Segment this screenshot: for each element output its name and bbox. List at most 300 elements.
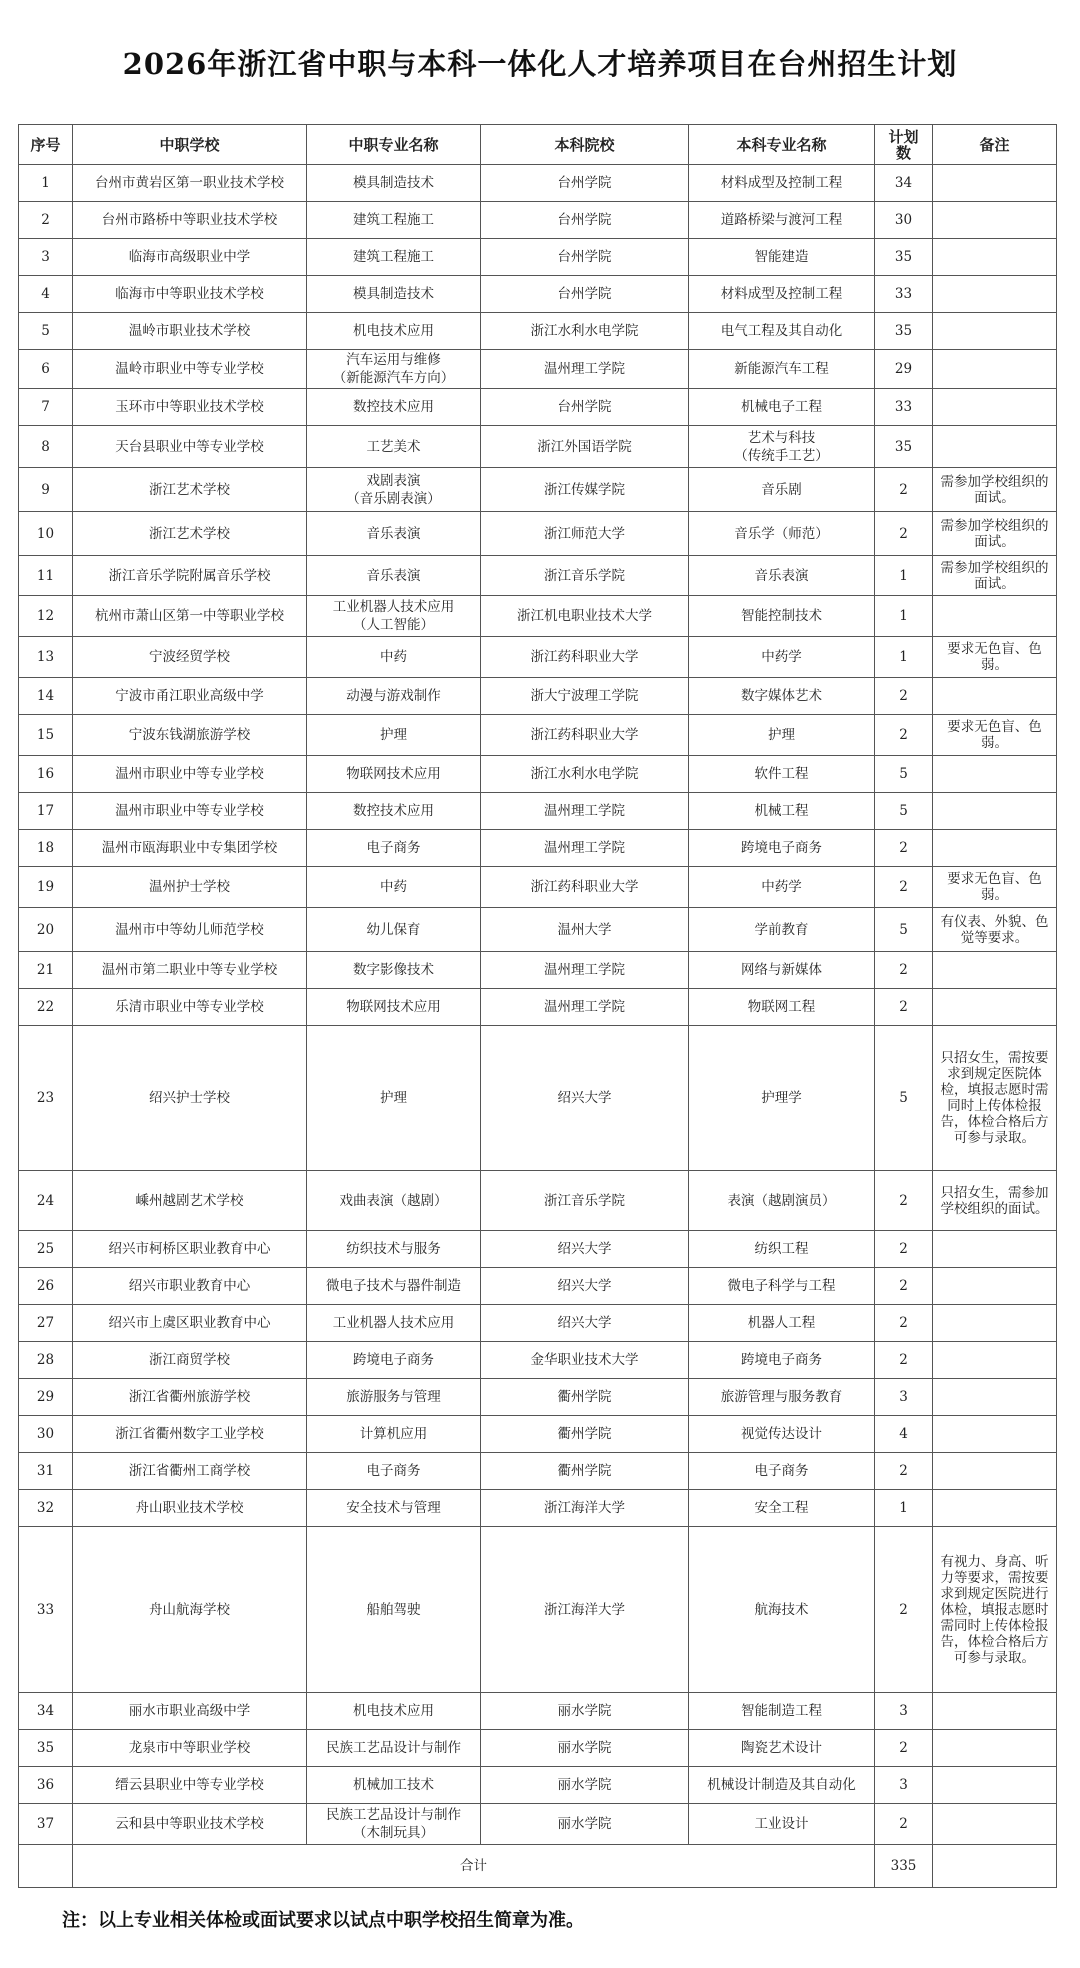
vocational-major-cell: 计算机应用 bbox=[307, 1416, 481, 1453]
remark-cell bbox=[933, 239, 1057, 276]
plan-count-cell: 2 bbox=[875, 1305, 933, 1342]
row-number-cell: 17 bbox=[19, 793, 73, 830]
plan-count-cell: 5 bbox=[875, 908, 933, 952]
plan-count-cell: 3 bbox=[875, 1693, 933, 1730]
remark-cell bbox=[933, 1342, 1057, 1379]
table-row bbox=[19, 350, 1057, 389]
remark-cell bbox=[933, 989, 1057, 1026]
plan-count-cell: 2 bbox=[875, 468, 933, 512]
table-row bbox=[19, 239, 1057, 276]
university-cell: 浙大宁波理工学院 bbox=[481, 678, 689, 715]
vocational-major-cell: 安全技术与管理 bbox=[307, 1490, 481, 1527]
university-major-cell: 纺织工程 bbox=[689, 1231, 875, 1268]
header-no: 序号 bbox=[19, 125, 73, 165]
table-row bbox=[19, 867, 1057, 908]
row-number-cell: 6 bbox=[19, 350, 73, 389]
plan-count-cell: 1 bbox=[875, 637, 933, 678]
plan-count-cell: 34 bbox=[875, 165, 933, 202]
table-row bbox=[19, 908, 1057, 952]
vocational-school-cell: 温州市职业中等专业学校 bbox=[73, 756, 307, 793]
remark-cell bbox=[933, 1453, 1057, 1490]
total-remark-cell bbox=[933, 1845, 1057, 1888]
remark-cell: 有视力、身高、听力等要求，需按要求到规定医院进行体检，填报志愿时需同时上传体检报告，体检合格后方可参与录取。 bbox=[933, 1527, 1057, 1693]
table-row bbox=[19, 276, 1057, 313]
table-row bbox=[19, 426, 1057, 468]
vocational-major-cell: 物联网技术应用 bbox=[307, 756, 481, 793]
plan-count-cell: 30 bbox=[875, 202, 933, 239]
university-cell: 台州学院 bbox=[481, 276, 689, 313]
university-cell: 温州理工学院 bbox=[481, 952, 689, 989]
university-major-cell: 中药学 bbox=[689, 637, 875, 678]
university-major-cell: 数字媒体艺术 bbox=[689, 678, 875, 715]
vocational-school-cell: 龙泉市中等职业学校 bbox=[73, 1730, 307, 1767]
vocational-major-cell: 建筑工程施工 bbox=[307, 202, 481, 239]
table-row bbox=[19, 389, 1057, 426]
plan-count-cell: 35 bbox=[875, 313, 933, 350]
vocational-major-cell: 戏曲表演（越剧） bbox=[307, 1171, 481, 1231]
university-cell: 温州理工学院 bbox=[481, 989, 689, 1026]
header-count: 计划 数 bbox=[875, 125, 933, 165]
remark-cell bbox=[933, 756, 1057, 793]
row-number-cell: 29 bbox=[19, 1379, 73, 1416]
plan-count-cell: 2 bbox=[875, 678, 933, 715]
vocational-major-cell: 纺织技术与服务 bbox=[307, 1231, 481, 1268]
header-remark: 备注 bbox=[933, 125, 1057, 165]
vocational-school-cell: 杭州市萧山区第一中等职业学校 bbox=[73, 596, 307, 637]
vocational-major-cell: 工艺美术 bbox=[307, 426, 481, 468]
plan-count-cell: 2 bbox=[875, 1804, 933, 1845]
vocational-school-cell: 丽水市职业高级中学 bbox=[73, 1693, 307, 1730]
vocational-major-cell: 民族工艺品设计与制作 bbox=[307, 1730, 481, 1767]
university-cell: 温州大学 bbox=[481, 908, 689, 952]
university-cell: 浙江传媒学院 bbox=[481, 468, 689, 512]
vocational-school-cell: 绍兴市职业教育中心 bbox=[73, 1268, 307, 1305]
table-row bbox=[19, 1342, 1057, 1379]
vocational-school-cell: 临海市中等职业技术学校 bbox=[73, 276, 307, 313]
vocational-major-cell: 护理 bbox=[307, 1026, 481, 1171]
university-cell: 浙江外国语学院 bbox=[481, 426, 689, 468]
total-label: 合计 bbox=[73, 1845, 875, 1888]
plan-count-cell: 2 bbox=[875, 1342, 933, 1379]
remark-cell bbox=[933, 1804, 1057, 1845]
row-number-cell: 5 bbox=[19, 313, 73, 350]
table-row bbox=[19, 952, 1057, 989]
university-major-cell: 软件工程 bbox=[689, 756, 875, 793]
table-row bbox=[19, 1416, 1057, 1453]
university-major-cell: 安全工程 bbox=[689, 1490, 875, 1527]
table-row bbox=[19, 793, 1057, 830]
remark-cell bbox=[933, 1379, 1057, 1416]
vocational-major-cell: 跨境电子商务 bbox=[307, 1342, 481, 1379]
university-cell: 浙江药科职业大学 bbox=[481, 715, 689, 756]
row-number-cell: 33 bbox=[19, 1527, 73, 1693]
university-cell: 浙江水利水电学院 bbox=[481, 313, 689, 350]
vocational-major-cell: 电子商务 bbox=[307, 830, 481, 867]
vocational-school-cell: 温州市瓯海职业中专集团学校 bbox=[73, 830, 307, 867]
row-number-cell: 36 bbox=[19, 1767, 73, 1804]
row-number-cell: 12 bbox=[19, 596, 73, 637]
university-cell: 温州理工学院 bbox=[481, 830, 689, 867]
vocational-major-cell: 机电技术应用 bbox=[307, 313, 481, 350]
row-number-cell: 13 bbox=[19, 637, 73, 678]
vocational-school-cell: 浙江省衢州数字工业学校 bbox=[73, 1416, 307, 1453]
row-number-cell: 15 bbox=[19, 715, 73, 756]
vocational-school-cell: 云和县中等职业技术学校 bbox=[73, 1804, 307, 1845]
remark-cell bbox=[933, 426, 1057, 468]
remark-cell: 要求无色盲、色弱。 bbox=[933, 715, 1057, 756]
vocational-major-cell: 建筑工程施工 bbox=[307, 239, 481, 276]
university-major-cell: 智能制造工程 bbox=[689, 1693, 875, 1730]
remark-cell bbox=[933, 202, 1057, 239]
vocational-major-cell: 微电子技术与器件制造 bbox=[307, 1268, 481, 1305]
university-major-cell: 工业设计 bbox=[689, 1804, 875, 1845]
table-row bbox=[19, 1527, 1057, 1693]
university-cell: 绍兴大学 bbox=[481, 1305, 689, 1342]
plan-count-cell: 29 bbox=[875, 350, 933, 389]
row-number-cell: 3 bbox=[19, 239, 73, 276]
row-number-cell: 37 bbox=[19, 1804, 73, 1845]
vocational-major-cell: 动漫与游戏制作 bbox=[307, 678, 481, 715]
plan-count-cell: 5 bbox=[875, 793, 933, 830]
plan-count-cell: 1 bbox=[875, 596, 933, 637]
row-number-cell: 19 bbox=[19, 867, 73, 908]
university-cell: 浙江水利水电学院 bbox=[481, 756, 689, 793]
university-cell: 金华职业技术大学 bbox=[481, 1342, 689, 1379]
remark-cell bbox=[933, 1767, 1057, 1804]
university-cell: 温州理工学院 bbox=[481, 793, 689, 830]
university-major-cell: 电气工程及其自动化 bbox=[689, 313, 875, 350]
vocational-school-cell: 舟山航海学校 bbox=[73, 1527, 307, 1693]
row-number-cell: 20 bbox=[19, 908, 73, 952]
university-cell: 浙江师范大学 bbox=[481, 512, 689, 556]
university-major-cell: 材料成型及控制工程 bbox=[689, 276, 875, 313]
vocational-school-cell: 温州市第二职业中等专业学校 bbox=[73, 952, 307, 989]
plan-count-cell: 2 bbox=[875, 989, 933, 1026]
plan-count-cell: 2 bbox=[875, 1730, 933, 1767]
university-cell: 浙江机电职业技术大学 bbox=[481, 596, 689, 637]
remark-cell bbox=[933, 350, 1057, 389]
plan-count-cell: 2 bbox=[875, 1171, 933, 1231]
remark-cell bbox=[933, 596, 1057, 637]
remark-cell bbox=[933, 389, 1057, 426]
vocational-school-cell: 乐清市职业中等专业学校 bbox=[73, 989, 307, 1026]
vocational-major-cell: 中药 bbox=[307, 637, 481, 678]
row-number-cell: 25 bbox=[19, 1231, 73, 1268]
vocational-school-cell: 浙江艺术学校 bbox=[73, 512, 307, 556]
university-cell: 衢州学院 bbox=[481, 1416, 689, 1453]
row-number-cell: 10 bbox=[19, 512, 73, 556]
total-count: 335 bbox=[875, 1845, 933, 1888]
remark-cell: 只招女生，需参加学校组织的面试。 bbox=[933, 1171, 1057, 1231]
vocational-school-cell: 宁波经贸学校 bbox=[73, 637, 307, 678]
university-major-cell: 音乐学（师范） bbox=[689, 512, 875, 556]
table-body bbox=[19, 165, 1057, 1845]
table-row bbox=[19, 1305, 1057, 1342]
remark-cell: 需参加学校组织的面试。 bbox=[933, 556, 1057, 596]
row-number-cell: 4 bbox=[19, 276, 73, 313]
row-number-cell: 28 bbox=[19, 1342, 73, 1379]
university-cell: 绍兴大学 bbox=[481, 1268, 689, 1305]
plan-count-cell: 3 bbox=[875, 1767, 933, 1804]
vocational-major-cell: 物联网技术应用 bbox=[307, 989, 481, 1026]
enrollment-plan-table bbox=[18, 124, 1057, 1888]
row-number-cell: 23 bbox=[19, 1026, 73, 1171]
plan-count-cell: 1 bbox=[875, 556, 933, 596]
remark-cell bbox=[933, 678, 1057, 715]
university-cell: 丽水学院 bbox=[481, 1767, 689, 1804]
remark-cell: 要求无色盲、色弱。 bbox=[933, 637, 1057, 678]
university-cell: 丽水学院 bbox=[481, 1730, 689, 1767]
vocational-major-cell: 模具制造技术 bbox=[307, 165, 481, 202]
university-major-cell: 艺术与科技 （传统手工艺） bbox=[689, 426, 875, 468]
university-major-cell: 新能源汽车工程 bbox=[689, 350, 875, 389]
vocational-school-cell: 台州市路桥中等职业技术学校 bbox=[73, 202, 307, 239]
university-cell: 衢州学院 bbox=[481, 1379, 689, 1416]
table-row bbox=[19, 468, 1057, 512]
table-row bbox=[19, 556, 1057, 596]
plan-count-cell: 2 bbox=[875, 512, 933, 556]
row-number-cell: 2 bbox=[19, 202, 73, 239]
university-major-cell: 音乐表演 bbox=[689, 556, 875, 596]
university-cell: 台州学院 bbox=[481, 165, 689, 202]
university-major-cell: 微电子科学与工程 bbox=[689, 1268, 875, 1305]
plan-count-cell: 2 bbox=[875, 715, 933, 756]
vocational-major-cell: 幼儿保育 bbox=[307, 908, 481, 952]
table-row bbox=[19, 1026, 1057, 1171]
remark-cell bbox=[933, 830, 1057, 867]
vocational-major-cell: 数控技术应用 bbox=[307, 389, 481, 426]
university-cell: 浙江海洋大学 bbox=[481, 1527, 689, 1693]
row-number-cell: 16 bbox=[19, 756, 73, 793]
table-row bbox=[19, 1804, 1057, 1845]
table-row bbox=[19, 1171, 1057, 1231]
university-cell: 浙江药科职业大学 bbox=[481, 637, 689, 678]
plan-count-cell: 2 bbox=[875, 1268, 933, 1305]
university-major-cell: 陶瓷艺术设计 bbox=[689, 1730, 875, 1767]
university-major-cell: 智能控制技术 bbox=[689, 596, 875, 637]
plan-count-cell: 2 bbox=[875, 1231, 933, 1268]
vocational-school-cell: 温岭市职业中等专业学校 bbox=[73, 350, 307, 389]
table-row bbox=[19, 1693, 1057, 1730]
vocational-school-cell: 舟山职业技术学校 bbox=[73, 1490, 307, 1527]
total-no-cell bbox=[19, 1845, 73, 1888]
university-cell: 绍兴大学 bbox=[481, 1026, 689, 1171]
vocational-school-cell: 宁波东钱湖旅游学校 bbox=[73, 715, 307, 756]
vocational-major-cell: 民族工艺品设计与制作 （木制玩具） bbox=[307, 1804, 481, 1845]
vocational-major-cell: 音乐表演 bbox=[307, 556, 481, 596]
vocational-school-cell: 台州市黄岩区第一职业技术学校 bbox=[73, 165, 307, 202]
vocational-school-cell: 浙江商贸学校 bbox=[73, 1342, 307, 1379]
remark-cell: 要求无色盲、色弱。 bbox=[933, 867, 1057, 908]
remark-cell bbox=[933, 313, 1057, 350]
vocational-school-cell: 宁波市甬江职业高级中学 bbox=[73, 678, 307, 715]
university-major-cell: 航海技术 bbox=[689, 1527, 875, 1693]
university-major-cell: 电子商务 bbox=[689, 1453, 875, 1490]
remark-cell bbox=[933, 1231, 1057, 1268]
table-row bbox=[19, 715, 1057, 756]
table-row bbox=[19, 1490, 1057, 1527]
plan-count-cell: 35 bbox=[875, 426, 933, 468]
row-number-cell: 31 bbox=[19, 1453, 73, 1490]
footnote: 注：以上专业相关体检或面试要求以试点中职学校招生简章为准。 bbox=[62, 1910, 584, 1931]
vocational-school-cell: 温岭市职业技术学校 bbox=[73, 313, 307, 350]
table-row bbox=[19, 596, 1057, 637]
remark-cell: 需参加学校组织的面试。 bbox=[933, 512, 1057, 556]
table-row bbox=[19, 678, 1057, 715]
vocational-school-cell: 绍兴市柯桥区职业教育中心 bbox=[73, 1231, 307, 1268]
remark-cell bbox=[933, 1693, 1057, 1730]
remark-cell bbox=[933, 793, 1057, 830]
plan-count-cell: 2 bbox=[875, 952, 933, 989]
university-major-cell: 跨境电子商务 bbox=[689, 830, 875, 867]
vocational-school-cell: 浙江音乐学院附属音乐学校 bbox=[73, 556, 307, 596]
row-number-cell: 26 bbox=[19, 1268, 73, 1305]
table-row bbox=[19, 165, 1057, 202]
university-major-cell: 智能建造 bbox=[689, 239, 875, 276]
plan-count-cell: 2 bbox=[875, 830, 933, 867]
university-cell: 台州学院 bbox=[481, 239, 689, 276]
university-major-cell: 机器人工程 bbox=[689, 1305, 875, 1342]
table-row bbox=[19, 1730, 1057, 1767]
row-number-cell: 34 bbox=[19, 1693, 73, 1730]
row-number-cell: 35 bbox=[19, 1730, 73, 1767]
remark-cell bbox=[933, 1730, 1057, 1767]
vocational-major-cell: 旅游服务与管理 bbox=[307, 1379, 481, 1416]
table-row bbox=[19, 1767, 1057, 1804]
row-number-cell: 21 bbox=[19, 952, 73, 989]
vocational-major-cell: 中药 bbox=[307, 867, 481, 908]
remark-cell: 只招女生，需按要求到规定医院体检，填报志愿时需同时上传体检报告，体检合格后方可参与录取。 bbox=[933, 1026, 1057, 1171]
table-row bbox=[19, 637, 1057, 678]
vocational-school-cell: 绍兴护士学校 bbox=[73, 1026, 307, 1171]
table-row bbox=[19, 1453, 1057, 1490]
university-major-cell: 跨境电子商务 bbox=[689, 1342, 875, 1379]
vocational-major-cell: 机电技术应用 bbox=[307, 1693, 481, 1730]
vocational-major-cell: 电子商务 bbox=[307, 1453, 481, 1490]
vocational-major-cell: 数字影像技术 bbox=[307, 952, 481, 989]
vocational-school-cell: 绍兴市上虞区职业教育中心 bbox=[73, 1305, 307, 1342]
university-cell: 台州学院 bbox=[481, 389, 689, 426]
table-row bbox=[19, 989, 1057, 1026]
table-row bbox=[19, 202, 1057, 239]
table-header-row bbox=[19, 125, 1057, 165]
table-row bbox=[19, 512, 1057, 556]
university-cell: 温州理工学院 bbox=[481, 350, 689, 389]
vocational-school-cell: 温州市职业中等专业学校 bbox=[73, 793, 307, 830]
remark-cell bbox=[933, 1268, 1057, 1305]
table-row bbox=[19, 1268, 1057, 1305]
vocational-major-cell: 工业机器人技术应用 （人工智能） bbox=[307, 596, 481, 637]
vocational-school-cell: 天台县职业中等专业学校 bbox=[73, 426, 307, 468]
table-row bbox=[19, 756, 1057, 793]
vocational-major-cell: 护理 bbox=[307, 715, 481, 756]
vocational-school-cell: 浙江省衢州旅游学校 bbox=[73, 1379, 307, 1416]
row-number-cell: 7 bbox=[19, 389, 73, 426]
vocational-school-cell: 温州护士学校 bbox=[73, 867, 307, 908]
remark-cell bbox=[933, 1305, 1057, 1342]
plan-count-cell: 33 bbox=[875, 276, 933, 313]
university-major-cell: 机械工程 bbox=[689, 793, 875, 830]
vocational-major-cell: 机械加工技术 bbox=[307, 1767, 481, 1804]
plan-count-cell: 5 bbox=[875, 756, 933, 793]
plan-count-cell: 2 bbox=[875, 1527, 933, 1693]
vocational-school-cell: 浙江省衢州工商学校 bbox=[73, 1453, 307, 1490]
university-major-cell: 护理 bbox=[689, 715, 875, 756]
remark-cell: 需参加学校组织的面试。 bbox=[933, 468, 1057, 512]
university-cell: 衢州学院 bbox=[481, 1453, 689, 1490]
vocational-school-cell: 缙云县职业中等专业学校 bbox=[73, 1767, 307, 1804]
remark-cell bbox=[933, 1490, 1057, 1527]
vocational-major-cell: 船舶驾驶 bbox=[307, 1527, 481, 1693]
plan-count-cell: 35 bbox=[875, 239, 933, 276]
university-cell: 台州学院 bbox=[481, 202, 689, 239]
university-major-cell: 机械电子工程 bbox=[689, 389, 875, 426]
vocational-major-cell: 模具制造技术 bbox=[307, 276, 481, 313]
header-university-major: 本科专业名称 bbox=[689, 125, 875, 165]
university-major-cell: 学前教育 bbox=[689, 908, 875, 952]
table-row bbox=[19, 313, 1057, 350]
university-major-cell: 网络与新媒体 bbox=[689, 952, 875, 989]
vocational-major-cell: 音乐表演 bbox=[307, 512, 481, 556]
university-major-cell: 物联网工程 bbox=[689, 989, 875, 1026]
university-major-cell: 机械设计制造及其自动化 bbox=[689, 1767, 875, 1804]
row-number-cell: 18 bbox=[19, 830, 73, 867]
row-number-cell: 22 bbox=[19, 989, 73, 1026]
vocational-school-cell: 嵊州越剧艺术学校 bbox=[73, 1171, 307, 1231]
university-major-cell: 音乐剧 bbox=[689, 468, 875, 512]
header-school: 中职学校 bbox=[73, 125, 307, 165]
row-number-cell: 27 bbox=[19, 1305, 73, 1342]
vocational-school-cell: 温州市中等幼儿师范学校 bbox=[73, 908, 307, 952]
row-number-cell: 24 bbox=[19, 1171, 73, 1231]
plan-count-cell: 2 bbox=[875, 867, 933, 908]
table-row bbox=[19, 1231, 1057, 1268]
university-cell: 浙江音乐学院 bbox=[481, 1171, 689, 1231]
university-major-cell: 视觉传达设计 bbox=[689, 1416, 875, 1453]
vocational-major-cell: 汽车运用与维修 （新能源汽车方向） bbox=[307, 350, 481, 389]
remark-cell bbox=[933, 952, 1057, 989]
remark-cell bbox=[933, 165, 1057, 202]
plan-count-cell: 5 bbox=[875, 1026, 933, 1171]
row-number-cell: 30 bbox=[19, 1416, 73, 1453]
header-major: 中职专业名称 bbox=[307, 125, 481, 165]
vocational-major-cell: 工业机器人技术应用 bbox=[307, 1305, 481, 1342]
university-cell: 丽水学院 bbox=[481, 1804, 689, 1845]
remark-cell bbox=[933, 1416, 1057, 1453]
vocational-school-cell: 浙江艺术学校 bbox=[73, 468, 307, 512]
row-number-cell: 14 bbox=[19, 678, 73, 715]
plan-count-cell: 3 bbox=[875, 1379, 933, 1416]
university-major-cell: 护理学 bbox=[689, 1026, 875, 1171]
row-number-cell: 11 bbox=[19, 556, 73, 596]
row-number-cell: 32 bbox=[19, 1490, 73, 1527]
university-cell: 绍兴大学 bbox=[481, 1231, 689, 1268]
vocational-school-cell: 玉环市中等职业技术学校 bbox=[73, 389, 307, 426]
university-major-cell: 中药学 bbox=[689, 867, 875, 908]
university-cell: 丽水学院 bbox=[481, 1693, 689, 1730]
vocational-major-cell: 戏剧表演 （音乐剧表演） bbox=[307, 468, 481, 512]
university-cell: 浙江音乐学院 bbox=[481, 556, 689, 596]
university-major-cell: 表演（越剧演员） bbox=[689, 1171, 875, 1231]
remark-cell: 有仪表、外貌、色觉等要求。 bbox=[933, 908, 1057, 952]
university-cell: 浙江药科职业大学 bbox=[481, 867, 689, 908]
university-major-cell: 材料成型及控制工程 bbox=[689, 165, 875, 202]
row-number-cell: 1 bbox=[19, 165, 73, 202]
vocational-major-cell: 数控技术应用 bbox=[307, 793, 481, 830]
university-major-cell: 道路桥梁与渡河工程 bbox=[689, 202, 875, 239]
plan-count-cell: 4 bbox=[875, 1416, 933, 1453]
plan-count-cell: 2 bbox=[875, 1453, 933, 1490]
